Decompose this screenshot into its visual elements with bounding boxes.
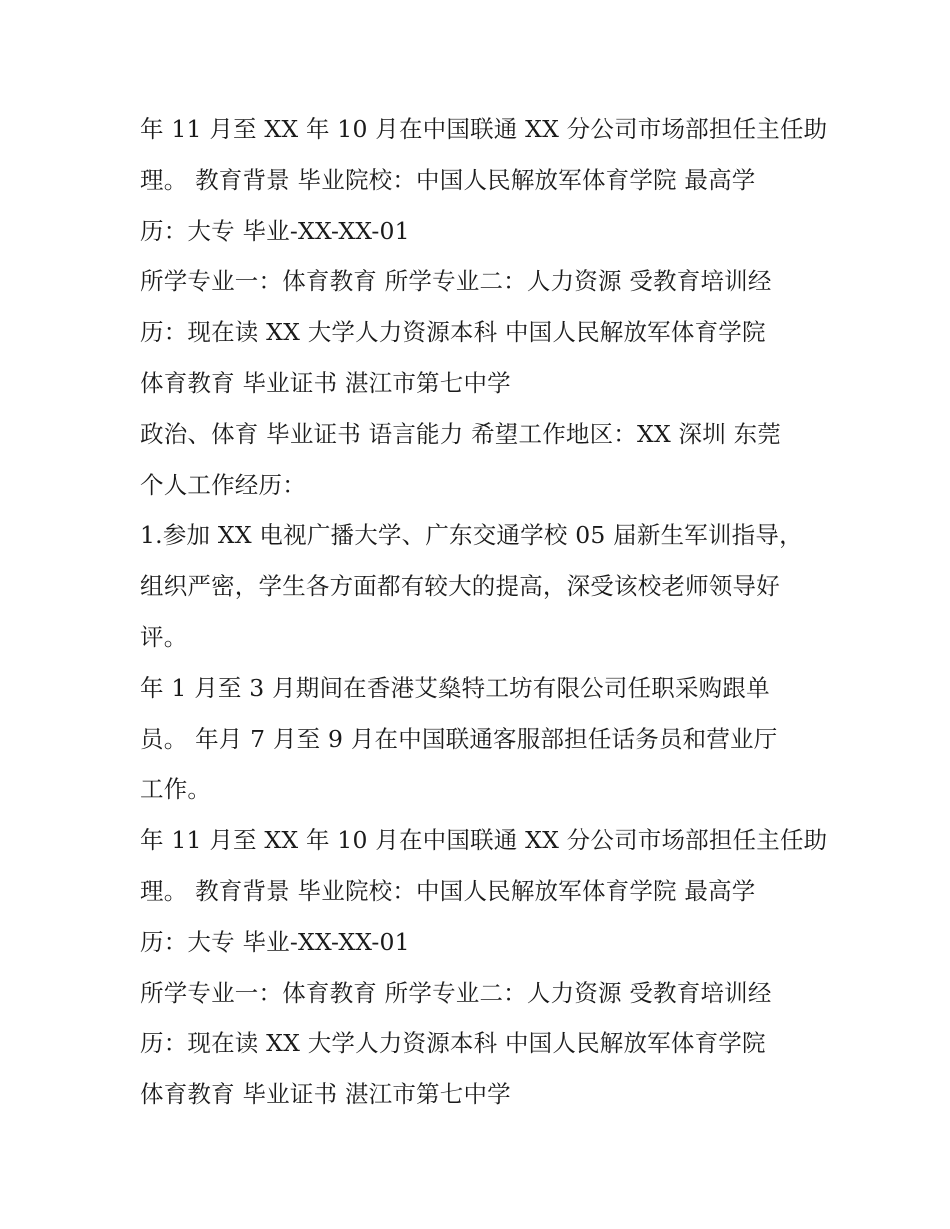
- text-line: 理。 教育背景 毕业院校：中国人民解放军体育学院 最高学: [140, 876, 756, 905]
- text-line: 所学专业一：体育教育 所学专业二：人力资源 受教育培训经: [140, 267, 772, 296]
- text-line: 体育教育 毕业证书 湛江市第七中学: [140, 368, 511, 397]
- section-heading: 个人工作经历：: [140, 470, 306, 499]
- text-line: 历：大专 毕业-XX-XX-01: [140, 216, 410, 245]
- text-line: 历：大专 毕业-XX-XX-01: [140, 927, 410, 956]
- text-line: 所学专业一：体育教育 所学专业二：人力资源 受教育培训经: [140, 978, 772, 1007]
- text-line: 历：现在读 XX 大学人力资源本科 中国人民解放军体育学院: [140, 318, 766, 347]
- text-line: 年 11 月至 XX 年 10 月在中国联通 XX 分公司市场部担任主任助: [140, 115, 828, 143]
- text-line: 年 1 月至 3 月期间在香港艾燊特工坊有限公司任职采购跟单: [140, 673, 770, 702]
- text-line: 员。 年月 7 月至 9 月在中国联通客服部担任话务员和营业厅: [140, 724, 778, 753]
- text-line: 理。 教育背景 毕业院校：中国人民解放军体育学院 最高学: [140, 165, 756, 194]
- text-line: 组织严密，学生各方面都有较大的提高，深受该校老师领导好: [140, 572, 780, 601]
- text-line: 历：现在读 XX 大学人力资源本科 中国人民解放军体育学院: [140, 1029, 766, 1058]
- text-line: 政治、体育 毕业证书 语言能力 希望工作地区：XX 深圳 东莞: [140, 419, 782, 448]
- document-body: [140, 104, 830, 1120]
- text-line: 评。: [140, 622, 188, 651]
- text-line: 1.参加 XX 电视广播大学、广东交通学校 05 届新生军训指导，: [140, 521, 803, 550]
- text-line: 体育教育 毕业证书 湛江市第七中学: [140, 1080, 511, 1109]
- text-line: 年 11 月至 XX 年 10 月在中国联通 XX 分公司市场部担任主任助: [140, 826, 828, 855]
- text-line: 工作。: [140, 775, 212, 804]
